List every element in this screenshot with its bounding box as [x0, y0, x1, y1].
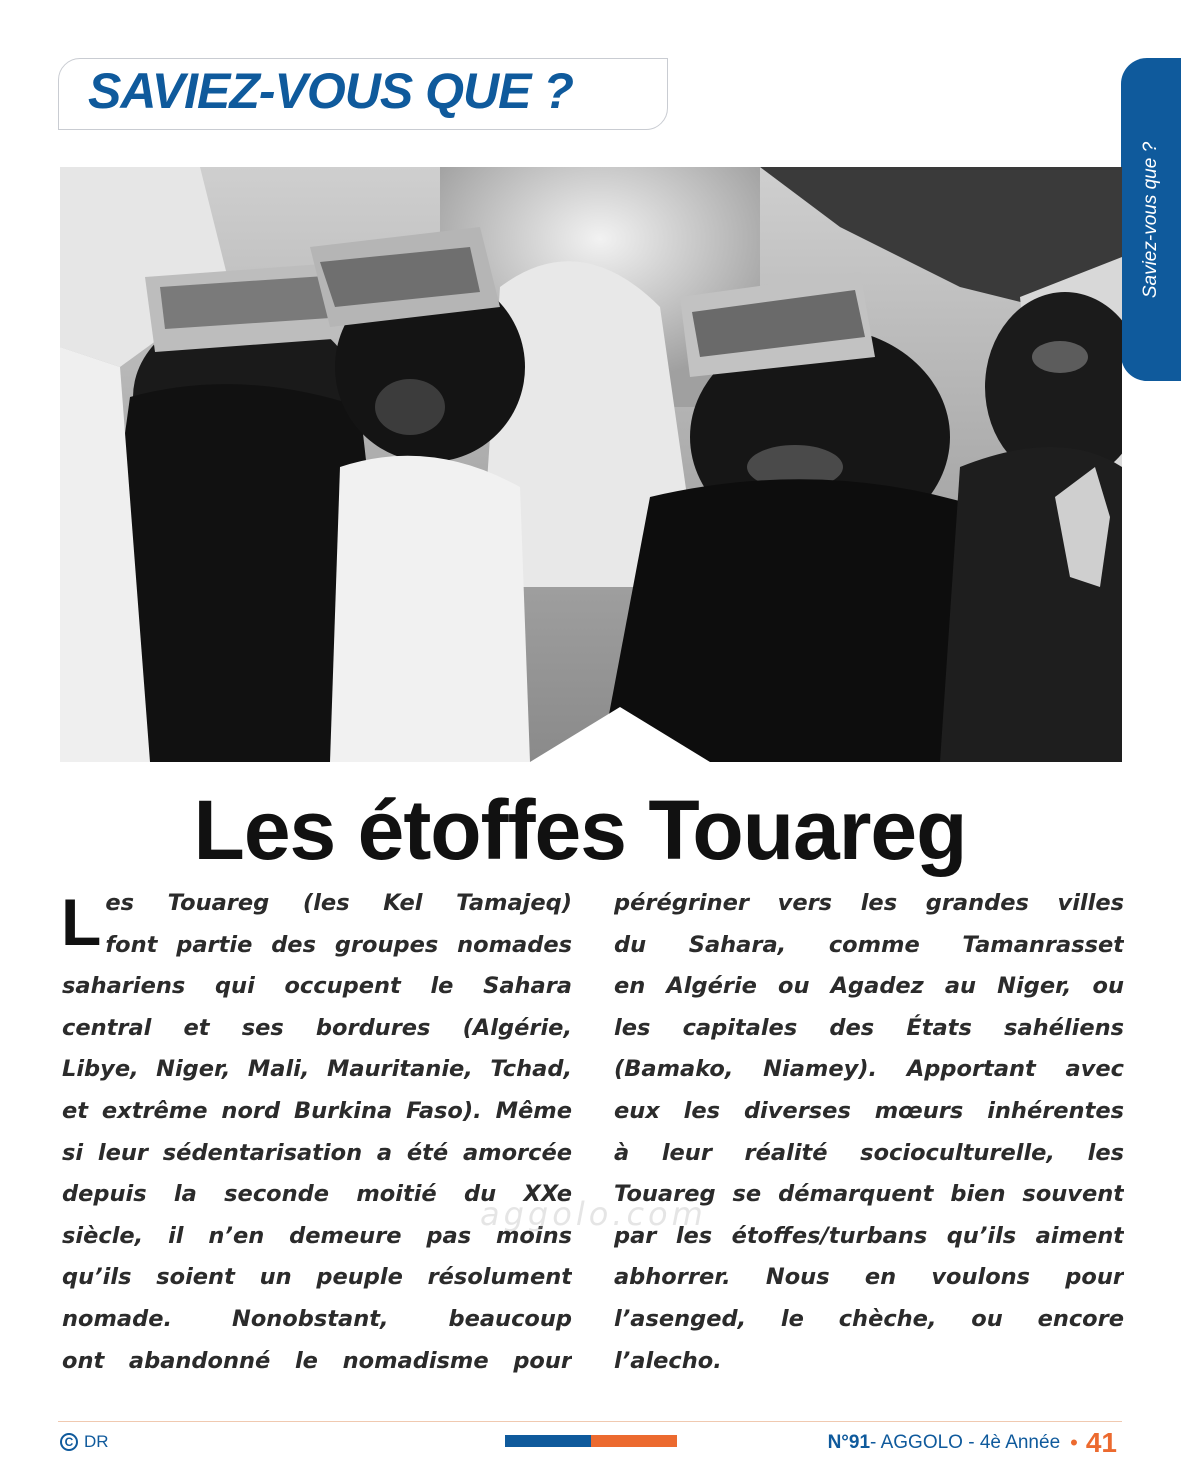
- article-line: ont abandonné le nomadisme pour: [62, 1347, 572, 1374]
- article-line: du Sahara, comme Tamanrasset: [614, 931, 1124, 958]
- article-title: Les étoffes Touareg: [193, 783, 967, 877]
- watermark: aggolo.com: [480, 1195, 707, 1233]
- article-line: en Algérie ou Agadez au Niger, ou: [614, 973, 1124, 1000]
- article-line: si leur sédentarisation a été amorcée: [62, 1139, 572, 1166]
- article-line: eux les diverses mœurs inhérentes: [614, 1097, 1124, 1124]
- article-line: nomade. Nonobstant, beaucoup: [62, 1305, 572, 1332]
- article-column-left: [62, 883, 572, 1382]
- article-line: es Touareg (les Kel Tamajeq): [105, 890, 572, 916]
- article-line: à leur réalité socioculturelle, les: [614, 1139, 1124, 1166]
- article-line: l’alecho.: [614, 1347, 722, 1374]
- copyright-icon: C: [60, 1433, 78, 1451]
- article-line: l’asenged, le chèche, ou encore: [614, 1305, 1124, 1332]
- side-tab[interactable]: [1121, 58, 1181, 381]
- section-title: SAVIEZ-VOUS QUE ?: [88, 63, 573, 119]
- side-tab-label: Saviez-vous que ?: [1140, 141, 1161, 298]
- bullet-separator: •: [1070, 1430, 1078, 1455]
- article-line: font partie des groupes nomades: [105, 931, 572, 958]
- article-line: abhorrer. Nous en voulons pour: [614, 1264, 1124, 1291]
- article-line: qu’ils soient un peuple résolument: [62, 1264, 572, 1291]
- article-line: Libye, Niger, Mali, Mauritanie, Tchad,: [62, 1056, 572, 1083]
- article-line: depuis la seconde moitié du XXe: [62, 1181, 572, 1208]
- article-line: les capitales des États sahéliens: [614, 1014, 1124, 1041]
- issue-text: - AGGOLO - 4è Année: [870, 1432, 1061, 1453]
- footer-bar-blue: [505, 1435, 591, 1447]
- article-line: pérégriner vers les grandes villes: [614, 890, 1124, 916]
- article-line: central et ses bordures (Algérie,: [62, 1014, 572, 1041]
- footer-bar-orange: [591, 1435, 677, 1447]
- article-column-right: [614, 883, 1124, 1382]
- hero-photo-illustration: [60, 167, 1122, 762]
- issue-number: N°91: [827, 1432, 871, 1453]
- article-line: sahariens qui occupent le Sahara: [62, 973, 572, 1000]
- issue-info: [828, 1427, 1117, 1459]
- footer-divider: [58, 1421, 1122, 1422]
- photo-credit-text: DR: [84, 1432, 109, 1451]
- article-line: (Bamako, Niamey). Apportant avec: [614, 1056, 1124, 1083]
- article-line: et extrême nord Burkina Faso). Même: [62, 1097, 572, 1124]
- page-number: 41: [1085, 1427, 1117, 1458]
- photo-credit: [60, 1432, 109, 1452]
- drop-cap: L: [61, 885, 102, 959]
- hero-photo: [60, 167, 1122, 762]
- article-line: Touareg se démarquent bien souvent: [614, 1181, 1124, 1208]
- article-line: par les étoffes/turbans qu’ils aiment: [614, 1222, 1124, 1249]
- article-line: siècle, il n’en demeure pas moins: [62, 1222, 572, 1249]
